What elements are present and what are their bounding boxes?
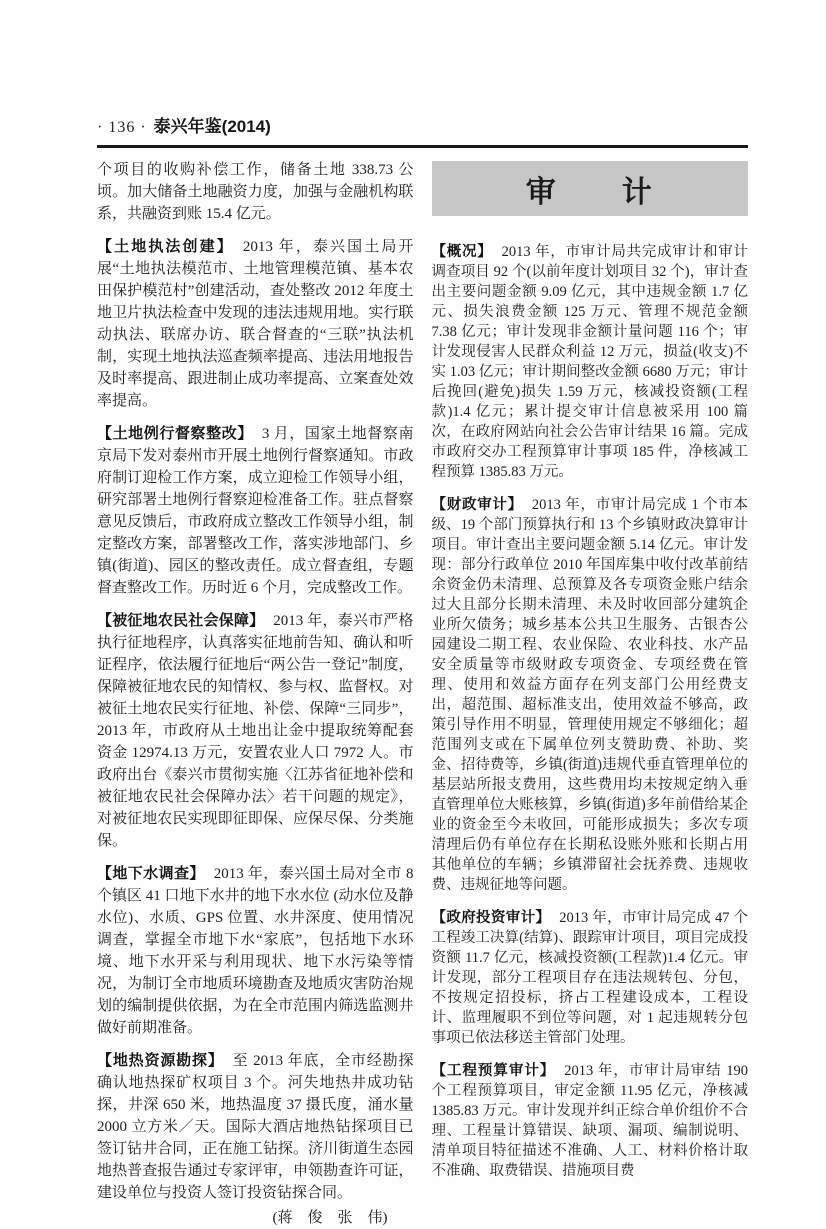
section-overview [432,242,749,482]
section-heading: 【被征地农民社会保障】 [97,612,265,629]
page-number-marker: · 136 · [97,119,147,136]
section-body: 2013 年，泰兴市严格执行征地程序，认真落实征地前告知、确认和听证程序，依法履行征地后“两公告一登记”制度，保障被征地农民的知情权、参与权、监督权。对被征土地农民实行征地、补偿、保障“三同步”，2013 年，市政府从土地出让金中提取统筹配套资金 12974.13 万元，安置农业人口 7972 人。市政府出台《泰兴市贯彻实施〈江苏省征地补偿和被征地农民社会保障办法〉若干问题的规定》，对被征地农民实现即征即保、应保尽保、分类施保。 [97,613,414,849]
section-heading: 【土地执法创建】 [97,238,234,255]
content-columns [97,159,748,1229]
chapter-title-box [432,161,749,216]
book-title: 泰兴年鉴(2014) [153,117,271,136]
header-rule [97,145,748,148]
section-land-law-enforcement-creation [97,236,414,412]
section-government-investment-audit [432,908,749,1048]
continued-paragraph: 个项目的收购补偿工作，储备土地 338.73 公顷。加大储备土地融资力度，加强与金融机构联系，共融资到账 15.4 亿元。 [97,162,414,222]
section-body: 至 2013 年底，全市经勘探确认地热探矿权项目 3 个。河失地热井成功钻探，井深 650 米，地热温度 37 摄氏度，涌水量 2000 立方米／天。国际大酒店地热钻探项目已签订钻井合同，正在施工钻探。济川街道生态园地热普查报告通过专家评审，申领勘查许可证，建设单位与投资人签订投资钻探合同。 [97,1053,414,1201]
section-body: 2013 年，市审计局审结 190 个工程预算项目，审定金额 11.95 亿元，净核减 1385.83 万元。审计发现并纠正综合单价组价不合理、工程量计算错误、缺项、漏项、编制说明、清单项目特征描述不准确、人工、材料价格计取不准确、取费错误、措施项目费 [431,1063,749,1179]
section-geothermal-resource-exploration [97,1050,414,1204]
section-body: 2013 年，市审计局共完成审计和审计调查项目 92 个(以前年度计划项目 32 个)，审计查出主要问题金额 9.09 亿元，其中违规金额 1.7 亿元、损失浪费金额 125 万元、管理不规范金额 7.38 亿元；审计发现非金额计量问题 116 个；审计发现侵害人民群众利益 12 万元，损益(收支)不实 1.03 亿元；审计期间整改金额 6680 万元；审计后挽回(避免)损失 1.59 万元，核减投资额(工程款)1.4 亿元；累计提交审计信息被采用 100 篇次，在政府网站向社会公告审计结果 16 篇。完成市政府交办工程预算审计事项 185 件，净核减工程预算 1385.83 万元。 [431,244,749,480]
section-body: 3 月，国家土地督察南京局下发对泰州市开展土地例行督察通知。市政府制订迎检工作方案，成立迎检工作领导小组，研究部署土地例行督察迎检准备工作。驻点督察意见反馈后，市政府成立整改工作领导小组，制定整改方案，部署整改工作，落实涉地部门、乡镇(街道)、园区的整改责任。成立督查组，专题督查整改工作。历时近 6 个月，完成整改工作。 [97,426,414,596]
section-body: 2013 年，市审计局完成 1 个市本级、19 个部门预算执行和 13 个乡镇财政决算审计项目。审计查出主要问题金额 5.14 亿元。审计发现：部分行政单位 2010 年国库集中收付改革前结余资金仍未清理、总预算及各专项资金账户结余过大且部分长期未清理、未及时收回部分建筑企业所欠债务；城乡基本公共卫生服务、古银杏公园建设二期工程、农业保险、农业科技、水产品安全质量等市级财政专项资金、专项经费在管理、使用和效益方面存在列支部门公用经费支出，超范围、超标准支出，使用效益不够高，政策引导作用不明显，管理使用规定不够细化；超范围列支或在下属单位列支赞助费、补助、奖金、招待费等，乡镇(街道)违规代垂直管理单位的基层站所报支费用，这些费用均未按规定纳入垂直管理单位大账核算，乡镇(街道)多年前借给某企业的资金至今未收回，可能形成损失；多次专项清理后仍有单位存在长期私设账外账和长期占用其他单位的车辆；乡镇滞留社会抚养费、违规收费、违规征地等问题。 [431,497,749,893]
section-groundwater-survey [97,863,414,1039]
section-heading: 【土地例行督察整改】 [97,425,253,442]
right-column [432,159,749,1181]
left-column [97,159,414,1229]
authors-byline: (蒋 俊 张 伟) [272,1210,388,1226]
section-heading: 【财政审计】 [431,497,523,513]
page-header [97,112,748,137]
section-body: 2013 年，泰兴国土局开展“土地执法模范市、土地管理模范镇、基本农田保护模范村”创建活动，查处整改 2012 年度土地卫片执法检查中发现的违法违规用地。实行联动执法、联席办访、联合督查的“三联”执法机制，实现土地执法巡查频率提高、违法用地报告及时率提高、跟进制止成功率提高、立案查处效率提高。 [97,239,414,409]
section-body: 2013 年，市审计局完成 47 个工程竣工决算(结算)、跟踪审计项目，项目完成投资额 11.7 亿元，核减投资额(工程款)1.4 亿元。审计发现，部分工程项目存在违法规转包、分包，不按规定招投标，挤占工程建设成本，工程设计、监理履职不到位等问题，对 1 起违规转分包事项已依法移送主管部门处理。 [431,910,749,1046]
section-body: 2013 年，泰兴国土局对全市 8 个镇区 41 口地下水井的地下水水位 (动水位及静水位)、水质、GPS 位置、水井深度、使用情况调查，掌握全市地下水“家底”，包括地下水环境、地下水开采与利用现状、地下水污染等情况，为制订全市地质环境勘查及地质灾害防治规划的编制提供依据，为在全市范围内筛选监测井做好前期准备。 [97,866,414,1036]
chapter-title: 审 计 [525,175,654,209]
section-heading: 【政府投资审计】 [431,910,551,926]
section-heading: 【概况】 [431,244,493,260]
section-land-expropriated-farmers-social-security [97,610,414,852]
section-heading: 【地热资源勘探】 [97,1052,224,1069]
section-heading: 【工程预算审计】 [431,1063,556,1079]
section-heading: 【地下水调查】 [97,865,205,882]
section-project-budget-audit [432,1061,749,1181]
section-routine-land-inspection-rectification [97,423,414,599]
section-fiscal-audit [432,495,749,895]
